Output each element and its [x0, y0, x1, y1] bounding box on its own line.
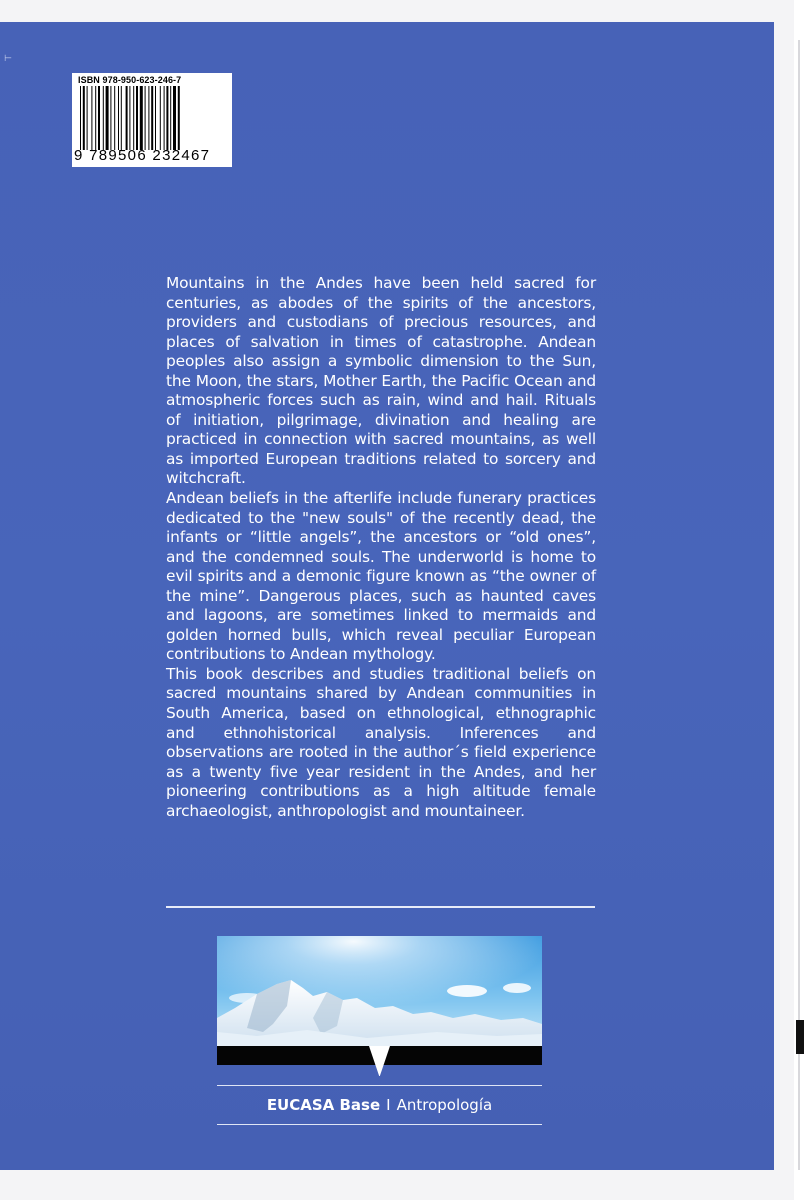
divider-below-brand	[217, 1124, 542, 1125]
blurb-paragraph-3: This book describes and studies traditional beliefs on sacred mountains shared by Andean communities in South America, based on ethnological, ethnographic and ethnohistorical analysis. Inferences and observations are rooted in the author´s field experience as a twenty five year resident in the Andes, and her pioneering contributions as a high altitude female archaeologist, anthropologist and mountaineer.	[166, 664, 596, 820]
edge-line	[798, 40, 800, 1170]
isbn-label: ISBN 978-950-623-246-7	[78, 75, 182, 85]
publisher-separator: I	[386, 1096, 391, 1114]
divider-above-brand	[217, 1085, 542, 1086]
isbn-barcode	[72, 73, 232, 167]
publisher-line	[217, 1096, 542, 1114]
page-edge	[794, 0, 804, 1200]
publisher-brand: EUCASA Base	[266, 1096, 381, 1114]
blurb-paragraph-1: Mountains in the Andes have been held sacred for centuries, as abodes of the spirits of the ancestors, providers and custodians of precious resources, and places of salvation in times of catastrophe. Andean peoples also assign a symbolic dimension to the Sun, the Moon, the stars, Mother Earth, the Pacific Ocean and atmospheric forces such as rain, wind and hail. Rituals of initiation, pilgrimage, divination and healing are practiced in connection with sacred mountains, as well as imported European traditions related to sorcery and witchcraft.	[166, 274, 596, 488]
barcode-digits: 9 789506 232467	[74, 147, 211, 164]
edge-tick	[796, 1020, 804, 1054]
blurb-paragraph-2: Andean beliefs in the afterlife include funerary practices dedicated to the "new souls" of the recently dead, the infants or “little angels”, the ancestors or “old ones”, and the condemned souls. The underworld is home to evil spirits and a demonic figure known as “the owner of the mine”. Dangerous places, such as haunted caves and lagoons, are sometimes linked to mermaids and golden horned bulls, which reveal peculiar European contributions to Andean mythology.	[166, 489, 596, 664]
barcode-bars	[80, 86, 228, 150]
back-cover-blurb	[166, 274, 596, 821]
mountain-photo	[217, 936, 542, 1076]
corner-mark: ⊢	[4, 54, 12, 64]
divider-top	[166, 906, 595, 908]
publisher-series: Antropología	[396, 1096, 493, 1114]
